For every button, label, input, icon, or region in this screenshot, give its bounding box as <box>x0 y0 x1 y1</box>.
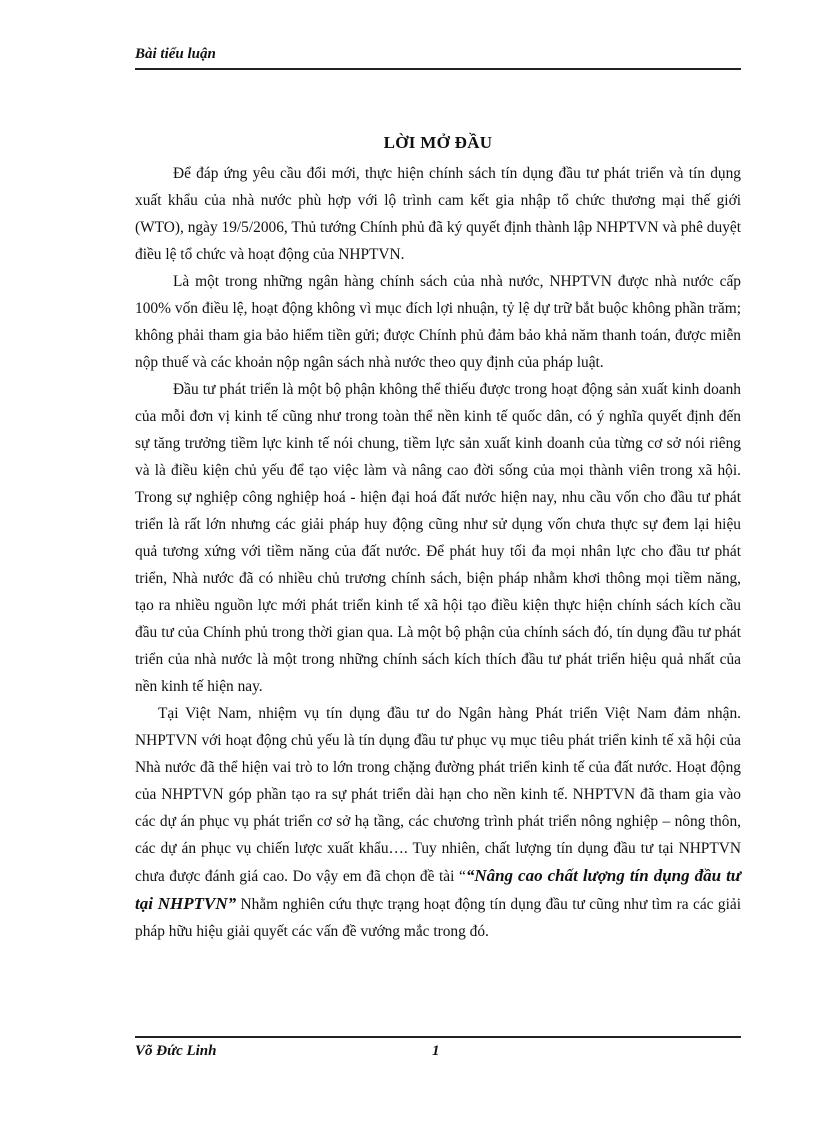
footer-author: Võ Đức Linh <box>135 1043 217 1059</box>
paragraph-1: Để đáp ứng yêu cầu đổi mới, thực hiện chính sách tín dụng đầu tư phát triển và tín dụng xuất khẩu của nhà nước phù hợp với lộ trình cam kết gia nhập tổ chức thương mại thế giới (WTO), ngày 19/5/2006, Thủ tướng Chính phủ đã ký quyết định thành lập NHPTVN và phê duyệt điều lệ tổ chức và hoạt động của NHPTVN. <box>135 165 741 263</box>
header-title: Bài tiểu luận <box>135 46 216 62</box>
page-header <box>135 44 741 70</box>
page-number: 1 <box>432 1043 440 1059</box>
paragraph-4 <box>135 700 741 945</box>
page-title: LỜI MỞ ĐẦU <box>383 133 493 152</box>
thesis-topic: “Nâng cao chất lượng tín dụng đầu tư tại NHPTVN” <box>135 866 741 913</box>
body-text <box>135 160 741 945</box>
paragraph-4-lead: Tại Việt Nam, nhiệm vụ tín dụng đầu tư do Ngân hàng Phát triển Việt Nam đảm nhận. NHPTVN với hoạt động chủ yếu là tín dụng đầu tư phục vụ mục tiêu phát triển kinh tế xã hội của Nhà nước đã thể hiện vai trò to lớn trong chặng đường phát triển kinh tế của đất nước. Hoạt động của NHPTVN góp phần tạo ra sự phát triển dài hạn cho nền kinh tế. NHPTVN đã tham gia vào các dự án phục vụ phát triển cơ sở hạ tầng, các chương trình phát triển nông nghiệp – nông thôn, các dự án phục vụ chiến lược xuất khẩu…. Tuy nhiên, chất lượng tín dụng đầu tư tại NHPTVN chưa được đánh giá cao. Do vậy em đã chọn đề tài “ <box>135 705 741 885</box>
paragraph-4-tail: Nhằm nghiên cứu thực trạng hoạt động tín dụng đầu tư cũng như tìm ra các giải pháp hữu hiệu giải quyết các vấn đề vướng mắc trong đó. <box>135 896 741 940</box>
paragraph-3: Đầu tư phát triển là một bộ phận không thể thiếu được trong hoạt động sản xuất kinh doanh của mỗi đơn vị kinh tế cũng như trong toàn thể nền kinh tế quốc dân, có ý nghĩa quyết định đến sự tăng trưởng tiềm lực kinh tế nói chung, tiềm lực sản xuất kinh doanh của từng cơ sở nói riêng và là điều kiện chủ yếu để tạo việc làm và nâng cao đời sống của mọi thành viên trong xã hội. Trong sự nghiệp công nghiệp hoá - hiện đại hoá đất nước hiện nay, nhu cầu vốn cho đầu tư phát triển là rất lớn nhưng các giải pháp huy động cũng như sử dụng vốn chưa thực sự đem lại hiệu quả tương xứng với tiềm năng của đất nước. Để phát huy tối đa mọi nhân lực cho đầu tư phát triển, Nhà nước đã có nhiều chủ trương chính sách, biện pháp nhằm khơi thông mọi tiềm năng, tạo ra nhiều nguồn lực mới phát triển kinh tế xã hội tạo điều kiện thực hiện chính sách kích cầu đầu tư của Chính phủ trong thời gian qua. Là một bộ phận của chính sách đó, tín dụng đầu tư phát triển của nhà nước là một trong những chính sách kích thích đầu tư phát triển hiệu quả nhất của nền kinh tế hiện nay. <box>135 381 741 695</box>
page-footer <box>135 1036 741 1064</box>
paragraph-2: Là một trong những ngân hàng chính sách của nhà nước, NHPTVN được nhà nước cấp 100% vốn điều lệ, hoạt động không vì mục đích lợi nhuận, tỷ lệ dự trữ bắt buộc không phần trăm; không phải tham gia bảo hiểm tiền gửi; được Chính phủ đảm bảo khả năm thanh toán, được miễn nộp thuế và các khoản nộp ngân sách nhà nước theo quy định của pháp luật. <box>135 273 741 371</box>
